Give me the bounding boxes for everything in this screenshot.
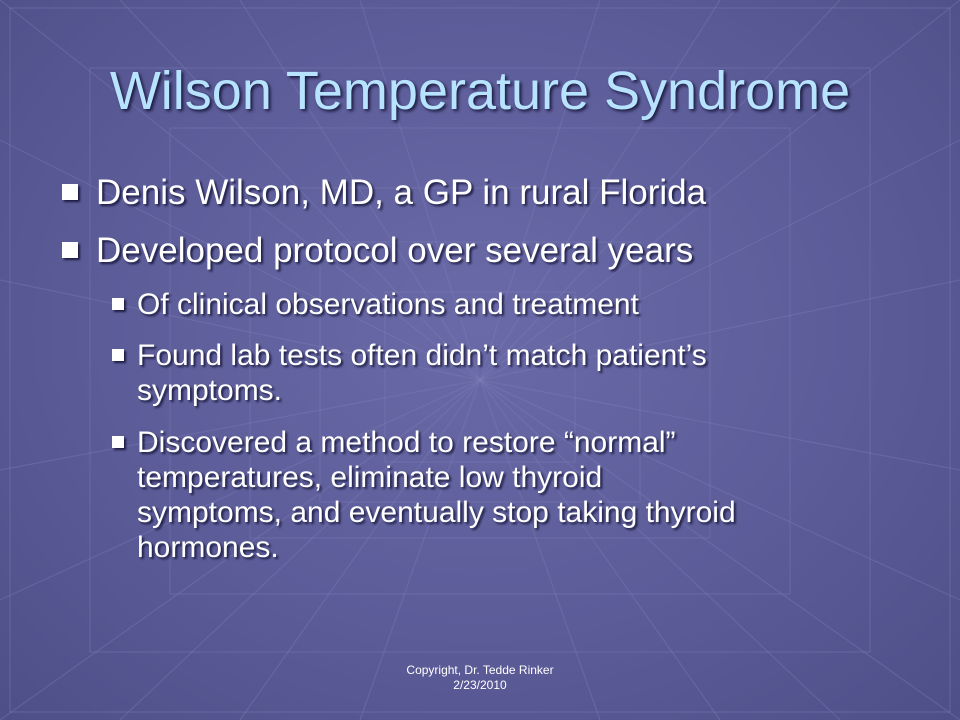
- footer-date: 2/23/2010: [453, 678, 507, 692]
- slide-title: Wilson Temperature Syndrome: [109, 61, 851, 121]
- square-bullet-icon: [112, 349, 124, 361]
- sub-bullet-text: Discovered a method to restore “normal” temperatures, eliminate low thyroid symptoms, and eventually stop taking thyroid hormones.: [137, 426, 736, 564]
- bullet-text: Denis Wilson, MD, a GP in rural Florida: [96, 173, 707, 212]
- sub-bullet-text: Found lab tests often didn’t match patient’s symptoms.: [137, 339, 707, 407]
- bullet-text: Developed protocol over several years: [96, 231, 694, 270]
- footer-copyright-line: Copyright, Dr. Tedde Rinker: [406, 663, 554, 677]
- square-bullet-icon: [112, 298, 124, 310]
- square-bullet-icon: [112, 436, 124, 448]
- square-bullet-icon: [62, 242, 78, 258]
- footer-copyright: [0, 663, 960, 693]
- sub-bullet-text: Of clinical observations and treatment: [137, 288, 639, 321]
- square-bullet-icon: [62, 184, 78, 200]
